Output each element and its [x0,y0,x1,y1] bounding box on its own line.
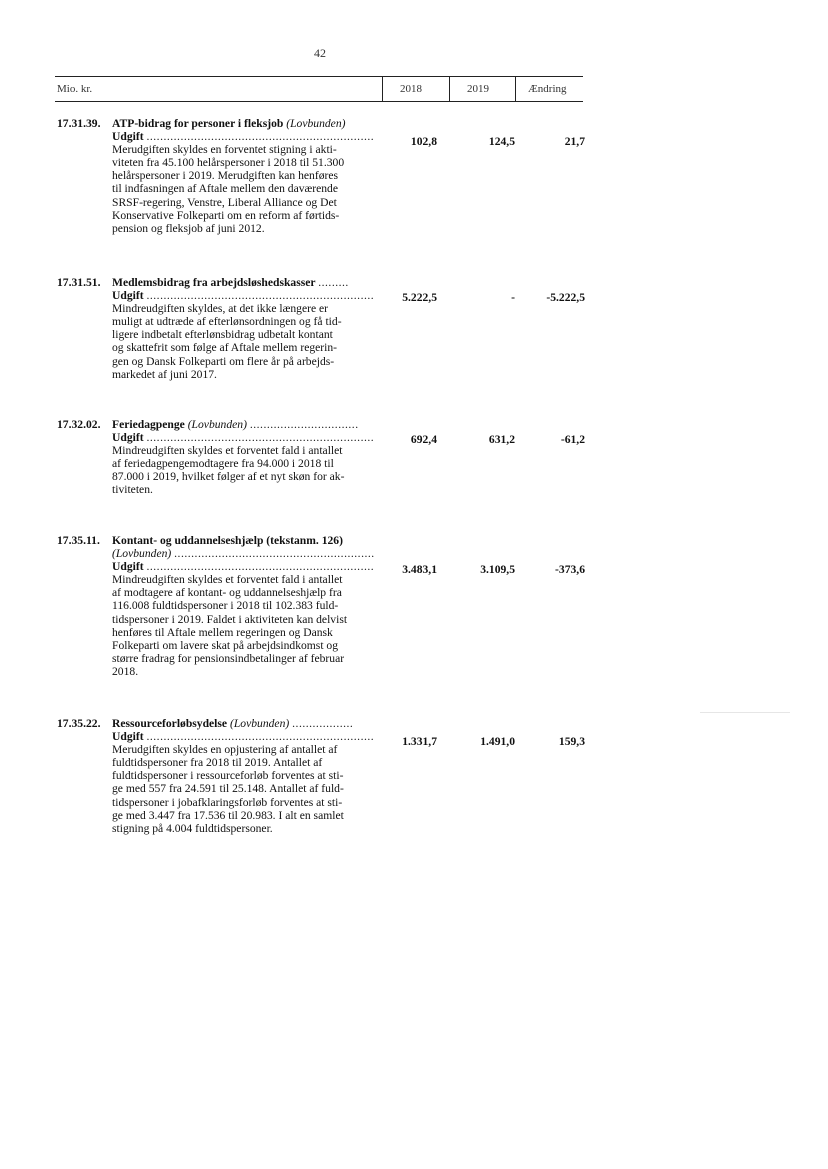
law-tag: (Lovbunden) [187,418,247,431]
value-change: -373,6 [555,563,585,576]
entry-body [112,534,435,678]
entry-title: Kontant- og uddannelseshjælp (tekstanm. 126) [112,534,343,547]
value-2018: 692,4 [410,433,437,446]
value-change: -5.222,5 [546,291,585,304]
entry-title: Feriedagpenge (Lovbunden) ................................ [112,418,359,431]
account-number: 17.35.11. [57,534,100,547]
column-header-change: Ændring [528,83,567,95]
value-2018: 3.483,1 [402,563,437,576]
table-header-top-rule [55,76,583,77]
scan-artifact [700,712,790,713]
udgift-line: Udgift ................................................................... [112,130,375,144]
account-number: 17.31.39. [57,117,101,130]
value-change: -61,2 [560,433,585,446]
page-number: 42 [314,46,326,60]
table-header-bottom-rule [55,101,583,102]
value-2019: - [511,291,515,304]
value-2019: 631,2 [488,433,515,446]
udgift-line: Udgift ................................................................... [112,289,375,303]
law-tag: (Lovbunden) [229,717,290,730]
value-change: 21,7 [564,135,585,148]
value-2018: 5.222,5 [402,291,437,304]
account-number: 17.35.22. [57,717,101,730]
value-2018: 1.331,7 [402,735,437,748]
law-tag: (Lovbunden) [286,117,346,130]
entry-description: Merudgiften skyldes en opjustering af antallet af fuldtidspersoner fra 2018 til 2019. Antallet af fuldtidspersoner i ressourceforløb forventes at sti- ge med 557 fra 24.591 til 25.148. Antallet af fuld- tidspersoner i jobafklaringsforløb forventes at sti- ge med 3.447 fra 17.536 til 20.983. I alt en samlet stigning på 4.004 fuldtidspersoner. [112,743,344,835]
account-number: 17.32.02. [57,418,101,431]
account-number: 17.31.51. [57,276,101,289]
entry-description: Mindreudgiften skyldes, at det ikke længere er muligt at udtræde af efterlønsordningen og få tid- ligere indbetalt efterlønsbidrag udbetalt kontant og skattefrit som følge af Aftale mellem regerin- gen og Dansk Folkeparti om flere år på arbejds- markedet af juni 2017. [112,302,342,381]
column-divider [382,76,383,101]
udgift-line: Udgift ................................................................... [112,431,375,445]
value-change: 159,3 [558,735,585,748]
entry-description: Merudgiften skyldes en forventet stigning i akti- viteten fra 45.100 helårspersoner i 2018 til 51.300 helårspersoner i 2019. Merudgiften kan henføres til indfasningen af Aftale mellem den daværende SRSF-regering, Venstre, Liberal Alliance og Det Konservative Folkeparti om en reform af førtids- pension og fleksjob af juni 2012. [112,143,345,235]
value-2019: 1.491,0 [480,735,515,748]
column-header-2019: 2019 [467,83,489,95]
column-header-2018: 2018 [400,83,422,95]
entry-description: Mindreudgiften skyldes et forventet fald i antallet af feriedagpengemodtagere fra 94.000 i 2018 til 87.000 i 2019, hvilket følger af et nyt skøn for ak- tiviteten. [112,444,345,497]
unit-label: Mio. kr. [57,83,93,95]
title-continuation: (Lovbunden) ........................................................... [112,547,375,561]
value-2019: 3.109,5 [480,563,515,576]
entry-title: Medlemsbidrag fra arbejdsløshedskasser ......... [112,276,349,289]
udgift-line: Udgift ................................................................... [112,560,375,574]
udgift-line: Udgift ................................................................... [112,730,375,744]
column-divider [449,76,450,101]
law-tag: (Lovbunden) [112,547,172,561]
entry-title: Ressourceforløbsydelse (Lovbunden) .................. [112,717,354,730]
value-2018: 102,8 [410,135,437,148]
value-2019: 124,5 [488,135,515,148]
entry-description: Mindreudgiften skyldes et forventet fald i antallet af modtagere af kontant- og uddannelseshjælp fra 116.008 fuldtidspersoner i 2018 til 102.383 fuld- tidspersoner i 2019. Faldet i aktiviteten kan delvist henføres til Aftale mellem regeringen og Dansk Folkeparti om lavere skat på arbejdsindkomst og større fradrag for pensionsindbetalinger af februar 2018. [112,573,348,678]
column-divider [515,76,516,101]
entry-title: ATP-bidrag for personer i fleksjob (Lovbunden) [112,117,346,130]
entry-body [112,418,435,497]
